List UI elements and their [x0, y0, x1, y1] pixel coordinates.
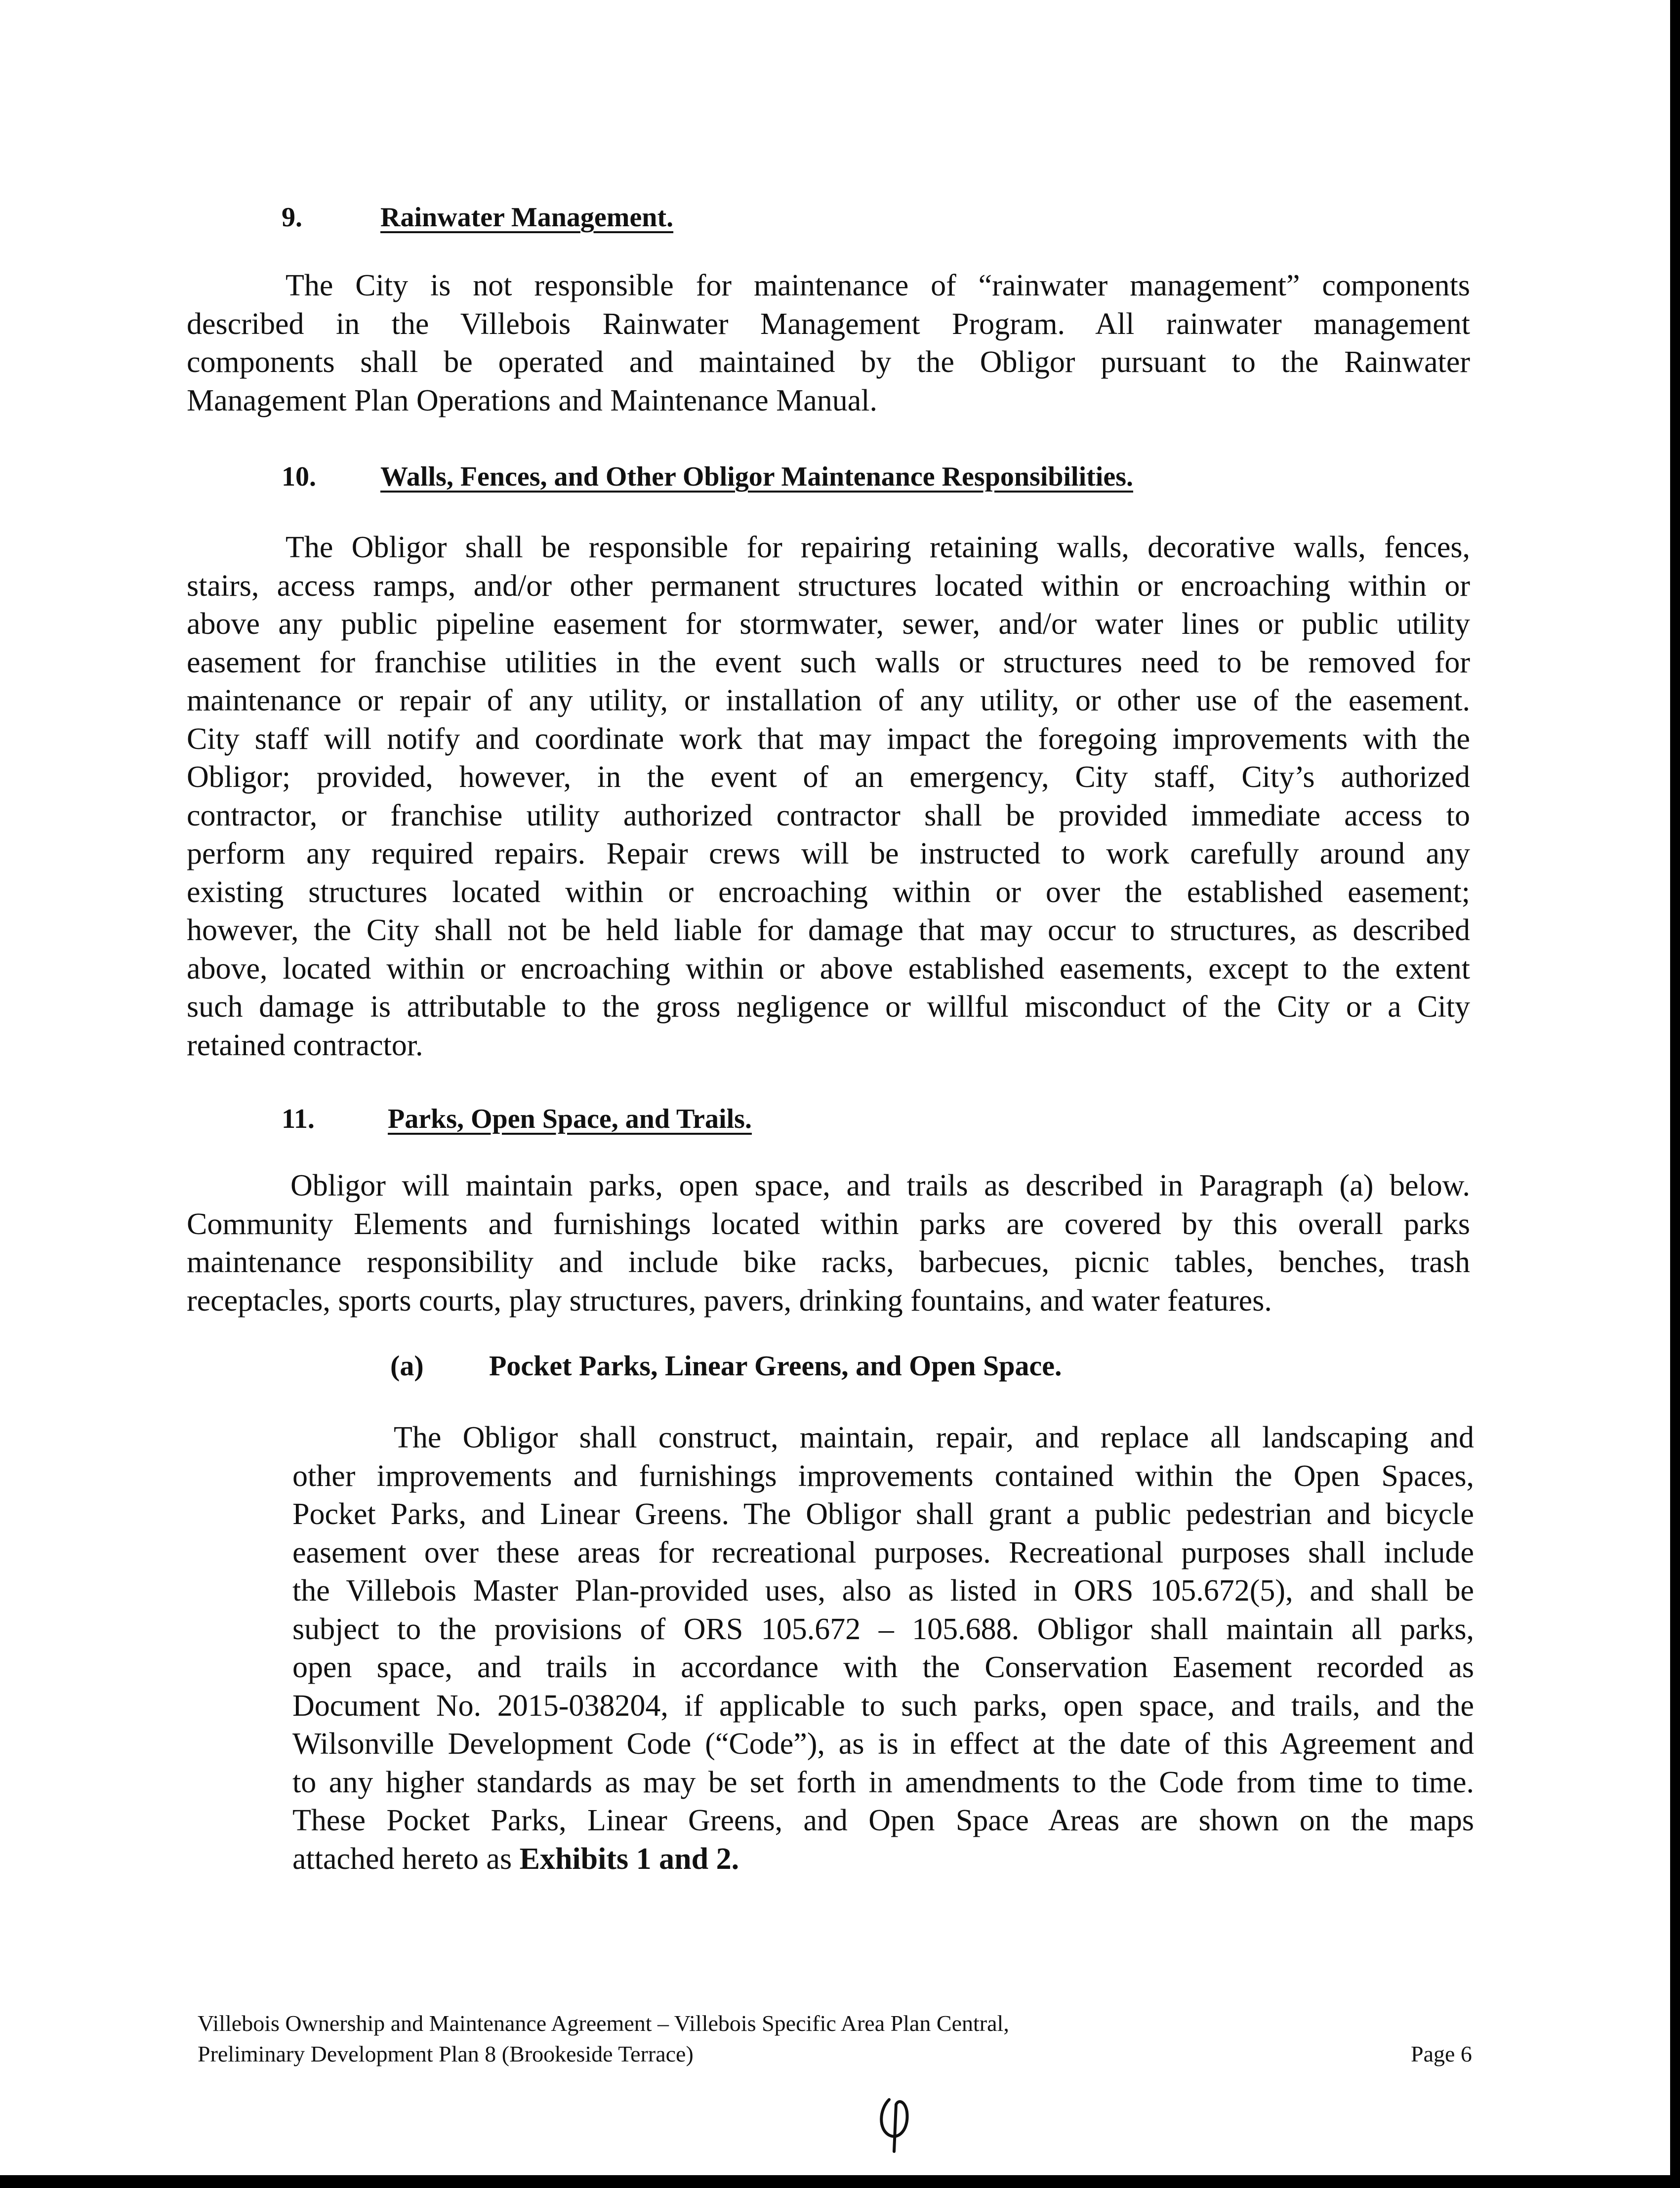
section-10-line: stairs, access ramps, and/or other permanent structures located within or encroaching within or: [187, 569, 1470, 603]
section-11-paragraph: [187, 1167, 1470, 1320]
subsection-a-line: Pocket Parks, and Linear Greens. The Obligor shall grant a public pedestrian and bicycle: [292, 1497, 1474, 1531]
subsection-a-paragraph: [292, 1419, 1474, 1878]
section-9-line: Management Plan Operations and Maintenance Manual.: [187, 383, 877, 417]
section-11-number: 11.: [282, 1104, 315, 1134]
handwritten-initials-icon: [874, 2090, 919, 2154]
scan-border-bottom: [0, 2175, 1680, 2188]
section-10-heading: [282, 459, 1134, 494]
section-9-number: 9.: [282, 202, 302, 233]
section-11-title: Parks, Open Space, and Trails.: [388, 1104, 752, 1134]
section-11-heading: [282, 1102, 752, 1136]
subsection-a-line: subject to the provisions of ORS 105.672 – 105.688. Obligor shall maintain all parks,: [292, 1612, 1474, 1646]
section-9-line: described in the Villebois Rainwater Management Program. All rainwater management: [187, 307, 1470, 341]
section-10-line: however, the City shall not be held liable for damage that may occur to structures, as described: [187, 913, 1470, 947]
page-number: Page 6: [1411, 2041, 1472, 2066]
footer-line-1: Villebois Ownership and Maintenance Agreement – Villebois Specific Area Plan Central,: [198, 2011, 1009, 2036]
subsection-a-line: to any higher standards as may be set forth in amendments to the Code from time to time.: [292, 1765, 1474, 1799]
section-10-line: easement for franchise utilities in the event such walls or structures need to be removed for: [187, 645, 1470, 679]
subsection-a-line: Wilsonville Development Code (“Code”), as is in effect at the date of this Agreement and: [292, 1727, 1474, 1761]
exhibits-reference: Exhibits 1 and 2: [519, 1842, 732, 1876]
section-11-line: Obligor will maintain parks, open space, and trails as described in Paragraph (a) below.: [290, 1169, 1470, 1202]
section-10-title: Walls, Fences, and Other Obligor Maintenance Responsibilities.: [380, 461, 1134, 492]
section-10-line: above, located within or encroaching within or above established easements, except to the extent: [187, 951, 1470, 986]
subsection-a-line: easement over these areas for recreational purposes. Recreational purposes shall include: [292, 1535, 1474, 1569]
section-10-line: above any public pipeline easement for stormwater, sewer, and/or water lines or public utility: [187, 607, 1470, 641]
section-11-line: receptacles, sports courts, play structures, pavers, drinking fountains, and water features.: [187, 1283, 1272, 1318]
section-9-title: Rainwater Management.: [380, 202, 674, 233]
subsection-a-line: the Villebois Master Plan-provided uses, also as listed in ORS 105.672(5), and shall be: [292, 1574, 1474, 1608]
subsection-a-line: These Pocket Parks, Linear Greens, and Open Space Areas are shown on the maps: [292, 1804, 1474, 1837]
subsection-a-last-line: [292, 1840, 1474, 1879]
exhibits-period: .: [731, 1842, 739, 1876]
section-11-line: maintenance responsibility and include bike racks, barbecues, picnic tables, benches, trash: [187, 1245, 1470, 1279]
section-9-line: components shall be operated and maintained by the Obligor pursuant to the Rainwater: [187, 345, 1470, 379]
section-11-line: Community Elements and furnishings located within parks are covered by this overall parks: [187, 1207, 1470, 1241]
subsection-a-title: Pocket Parks, Linear Greens, and Open Space.: [489, 1350, 1062, 1382]
footer-line-2: Preliminary Development Plan 8 (Brookeside Terrace): [198, 2041, 694, 2066]
section-10-line: existing structures located within or encroaching within or over the established easement;: [187, 875, 1470, 909]
section-10-line: The Obligor shall be responsible for repairing retaining walls, decorative walls, fences,: [286, 531, 1470, 564]
section-10-line: such damage is attributable to the gross negligence or willful misconduct of the City or a City: [187, 990, 1470, 1024]
section-9-paragraph: [187, 267, 1470, 420]
section-10-number: 10.: [282, 461, 316, 492]
subsection-a-line: other improvements and furnishings improvements contained within the Open Spaces,: [292, 1459, 1474, 1493]
section-10-line: contractor, or franchise utility authorized contractor shall be provided immediate access to: [187, 798, 1470, 832]
section-10-line: City staff will notify and coordinate work that may impact the foregoing improvements with the: [187, 722, 1470, 756]
subsection-a-line: The Obligor shall construct, maintain, repair, and replace all landscaping and: [394, 1421, 1474, 1454]
subsection-a-heading: [390, 1349, 1062, 1383]
section-9-heading: [282, 200, 674, 235]
subsection-a-line: open space, and trails in accordance with the Conservation Easement recorded as: [292, 1651, 1474, 1684]
section-9-line: The City is not responsible for maintenance of “rainwater management” components: [286, 269, 1470, 302]
section-10-line: Obligor; provided, however, in the event of an emergency, City staff, City’s authorized: [187, 760, 1470, 794]
subsection-a-last-prefix: attached hereto as: [292, 1842, 520, 1876]
subsection-a-label: (a): [390, 1350, 424, 1382]
section-10-line: maintenance or repair of any utility, or installation of any utility, or other use of the easement.: [187, 684, 1470, 717]
section-10-line: retained contractor.: [187, 1028, 423, 1062]
section-10-paragraph: [187, 529, 1470, 1065]
subsection-a-line: Document No. 2015-038204, if applicable to such parks, open space, and trails, and the: [292, 1689, 1474, 1723]
scan-border-right: [1670, 0, 1680, 2188]
section-10-line: perform any required repairs. Repair crews will be instructed to work carefully around any: [187, 837, 1470, 870]
